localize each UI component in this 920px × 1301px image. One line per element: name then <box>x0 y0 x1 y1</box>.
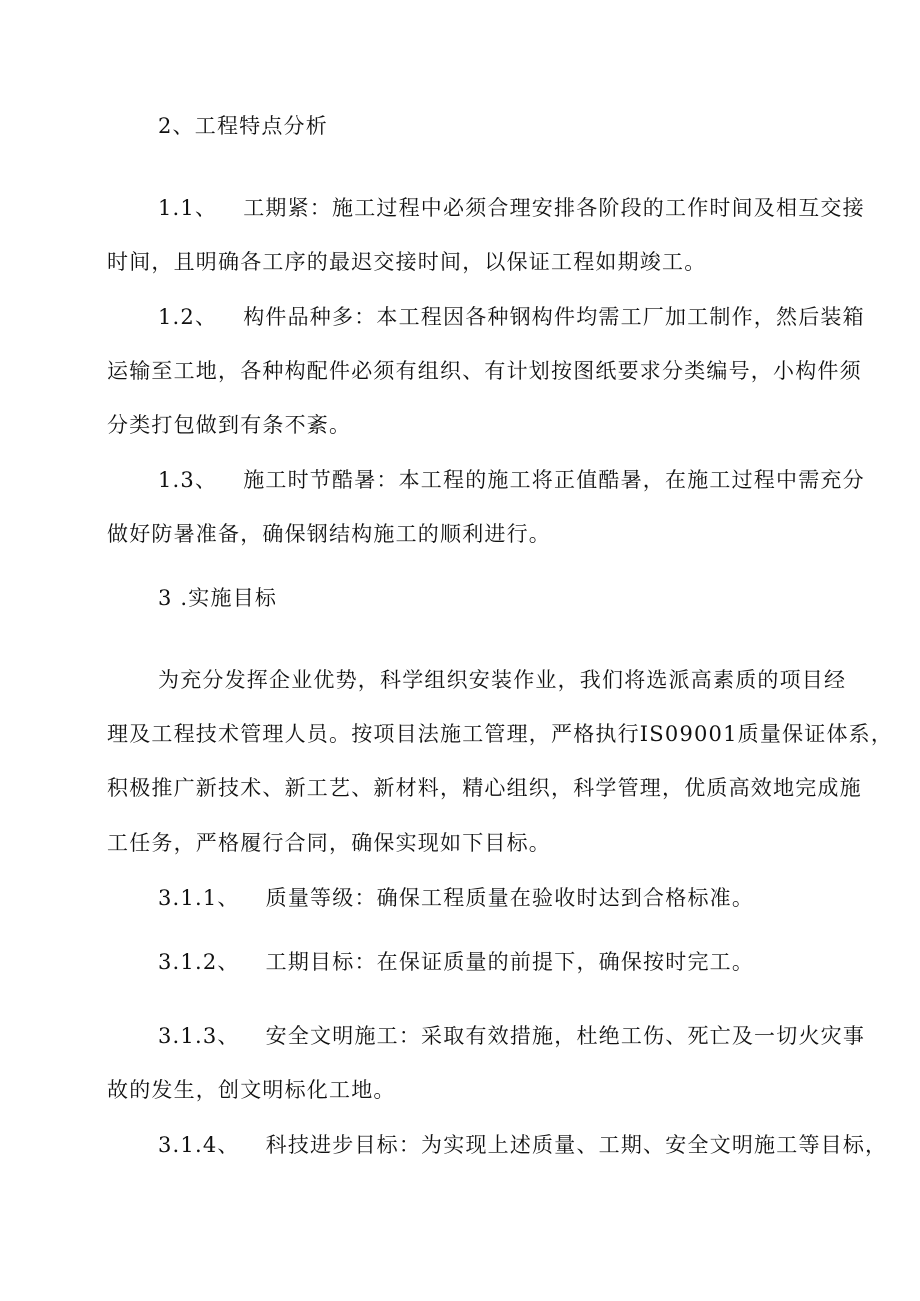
item-3-1-3 <box>158 1021 865 1051</box>
item-text: 施工时节酷暑：本工程的施工将正值酷暑，在施工过程中需充分 <box>243 468 865 492</box>
item-1-2-cont-2: 分类打包做到有条不紊。 <box>107 413 352 437</box>
item-label: 3.1.2、 <box>158 950 240 974</box>
item-3-1-4 <box>158 1130 887 1160</box>
item-3-1-3-cont: 故的发生，创文明标化工地。 <box>107 1078 396 1102</box>
item-3-1-1 <box>158 883 754 913</box>
item-label: 1.2、 <box>158 305 218 329</box>
item-label: 3.1.1、 <box>158 886 240 910</box>
section-heading-2: 2、工程特点分析 <box>158 114 328 138</box>
intro-line-2: 理及工程技术管理人员。按项目法施工管理，严格执行IS09001质量保证体系， <box>107 722 894 746</box>
item-label: 3.1.3、 <box>158 1024 240 1048</box>
item-1-2-cont-1: 运输至工地，各种构配件必须有组织、有计划按图纸要求分类编号，小构件须 <box>107 359 862 383</box>
item-text: 工期目标：在保证质量的前提下，确保按时完工。 <box>265 950 755 974</box>
intro-line-1: 为充分发挥企业优势，科学组织安装作业，我们将选派高素质的项目经 <box>158 668 847 692</box>
item-1-3-cont: 做好防暑准备，确保钢结构施工的顺利进行。 <box>107 522 551 546</box>
item-1-3 <box>158 465 865 495</box>
item-label: 1.3、 <box>158 468 218 492</box>
item-text: 构件品种多：本工程因各种钢构件均需工厂加工制作，然后装箱 <box>243 305 865 329</box>
item-3-1-2 <box>158 947 754 977</box>
item-text: 安全文明施工：采取有效措施，杜绝工伤、死亡及一切火灾事 <box>265 1024 866 1048</box>
item-1-1 <box>158 193 865 223</box>
item-text: 工期紧：施工过程中必须合理安排各阶段的工作时间及相互交接 <box>243 196 865 220</box>
item-label: 3.1.4、 <box>158 1133 240 1157</box>
section-heading-3: 3 .实施目标 <box>158 586 278 610</box>
item-1-2 <box>158 302 865 332</box>
item-text: 科技进步目标：为实现上述质量、工期、安全文明施工等目标， <box>265 1133 888 1157</box>
item-label: 1.1、 <box>158 196 218 220</box>
intro-line-3: 积极推广新技术、新工艺、新材料，精心组织，科学管理，优质高效地完成施 <box>107 776 862 800</box>
intro-line-4: 工任务，严格履行合同，确保实现如下目标。 <box>107 831 551 855</box>
item-1-1-cont: 时间，且明确各工序的最迟交接时间，以保证工程如期竣工。 <box>107 250 707 274</box>
item-text: 质量等级：确保工程质量在验收时达到合格标准。 <box>265 886 755 910</box>
